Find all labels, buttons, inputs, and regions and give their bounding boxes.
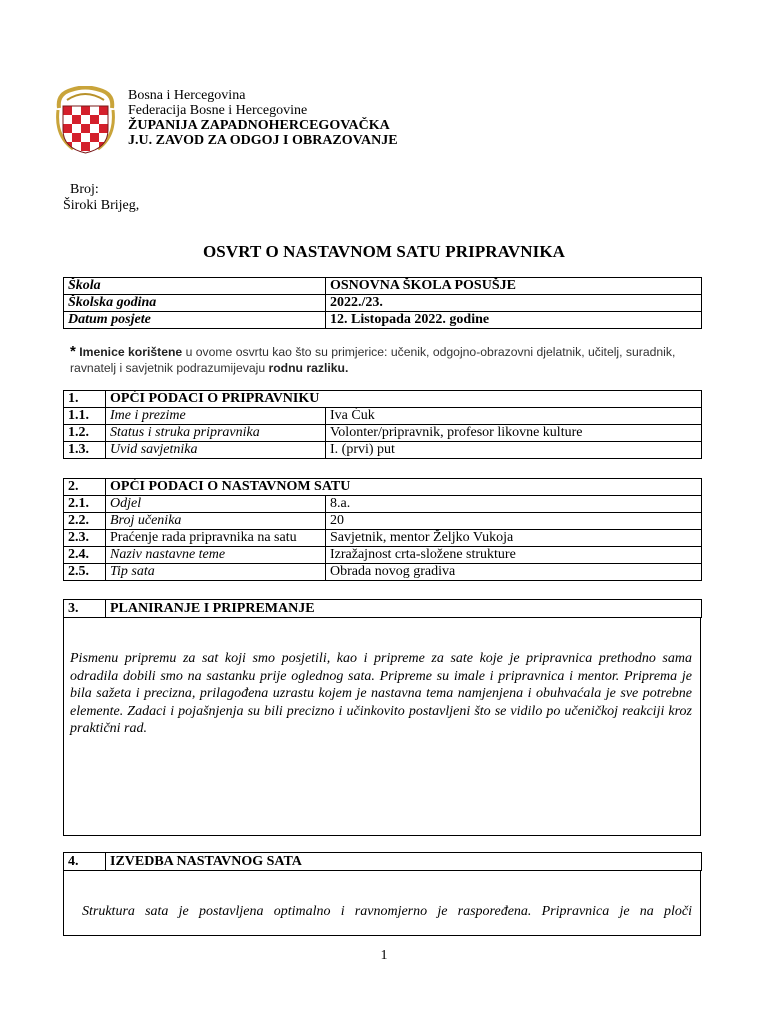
school-info-table [63,277,702,329]
table-row [64,496,702,513]
row-value: Obrada novog gradiva [326,564,702,581]
row-value: Iva Ćuk [326,408,702,425]
table-row [64,513,702,530]
row-value: 8.a. [326,496,702,513]
school-label: Škola [64,278,326,295]
row-number: 1.2. [64,425,106,442]
row-value: 20 [326,513,702,530]
row-label: Broj učenika [106,513,326,530]
section-2-table [63,478,702,581]
table-row [64,408,702,425]
school-year-value: 2022./23. [326,295,702,312]
table-header-row [64,600,702,618]
row-label: Ime i prezime [106,408,326,425]
row-number: 2.1. [64,496,106,513]
section-4-body [63,871,701,936]
row-number: 2.2. [64,513,106,530]
table-header-row [64,391,702,408]
row-label: Naziv nastavne teme [106,547,326,564]
section-1-title: OPĆI PODACI O PRIPRAVNIKU [106,391,702,408]
section-1-table [63,390,702,459]
row-number: 1.1. [64,408,106,425]
row-label: Praćenje rada pripravnika na satu [106,530,326,547]
header-county: ŽUPANIJA ZAPADNOHERCEGOVAČKA [128,118,390,133]
row-number: 1.3. [64,442,106,459]
place-label: Široki Brijeg, [63,198,140,213]
row-number: 2.3. [64,530,106,547]
gender-note [70,344,700,376]
section-4-text: Struktura sata je postavljena optimalno i ravnomjerno je raspoređena. Pripravnica je na ploči [82,904,692,919]
header-federation: Federacija Bosne i Hercegovine [128,103,308,118]
row-label: Uvid savjetnika [106,442,326,459]
table-row [64,278,702,295]
school-value: OSNOVNA ŠKOLA POSUŠJE [326,278,702,295]
note-asterisk: * [70,343,76,360]
visit-date-value: 12. Listopada 2022. godine [326,312,702,329]
row-number: 2.4. [64,547,106,564]
section-4-number: 4. [64,853,106,871]
section-3-body [63,618,701,836]
section-3-text: Pismenu pripremu za sat koji smo posjetili, kao i pripreme za sate koje je pripravnica prethodno sama odradila dobili smo na sastanku prije oglednog sata. Pripreme su imale i pripravnica i mentor. Priprema je bila sažeta i precizna, prilagođena uzrastu kojem je nastavna tema namjenjena i obuhvaćala je sve potrebne elemente. Zadaci i pojašnjenja su bili precizno i učinkovito postavljeni što se vidilo po učeničkoj reakciji kroz praktični rad. [70,651,692,736]
table-row [64,547,702,564]
note-bold-end: rodnu razliku. [268,361,349,375]
table-row [64,564,702,581]
page-number: 1 [380,948,388,963]
coat-of-arms-icon [53,86,118,155]
row-value: Savjetnik, mentor Željko Vukoja [326,530,702,547]
row-value: Izražajnost crta-složene strukture [326,547,702,564]
broj-label: Broj: [70,182,99,197]
table-row [64,530,702,547]
header-institute: J.U. ZAVOD ZA ODGOJ I OBRAZOVANJE [128,133,398,148]
table-header-row [64,479,702,496]
table-row [64,425,702,442]
row-value: Volonter/pripravnik, profesor likovne kulture [326,425,702,442]
section-3-title: PLANIRANJE I PRIPREMANJE [106,600,702,618]
row-label: Status i struka pripravnika [106,425,326,442]
row-label: Tip sata [106,564,326,581]
row-number: 2.5. [64,564,106,581]
section-2-title: OPĆI PODACI O NASTAVNOM SATU [106,479,702,496]
visit-date-label: Datum posjete [64,312,326,329]
note-bold-start: Imenice korištene [79,345,183,359]
table-row [64,312,702,329]
header-country: Bosna i Hercegovina [128,88,246,103]
row-label: Odjel [106,496,326,513]
section-4-header [63,852,702,871]
table-row [64,295,702,312]
section-3-header [63,599,702,618]
section-1-number: 1. [64,391,106,408]
document-title: OSVRT O NASTAVNOM SATU PRIPRAVNIKA [202,242,566,261]
section-4-title: IZVEDBA NASTAVNOG SATA [106,853,702,871]
note-text: u ovome osvrtu kao što su primjerice: učenik, odgojno-obrazovni djelatnik, učitelj, suradnik, ravnatelj i savjetnik podrazumijevaju [70,345,676,375]
section-3-number: 3. [64,600,106,618]
row-value: I. (prvi) put [326,442,702,459]
school-year-label: Školska godina [64,295,326,312]
table-header-row [64,853,702,871]
table-row [64,442,702,459]
section-2-number: 2. [64,479,106,496]
